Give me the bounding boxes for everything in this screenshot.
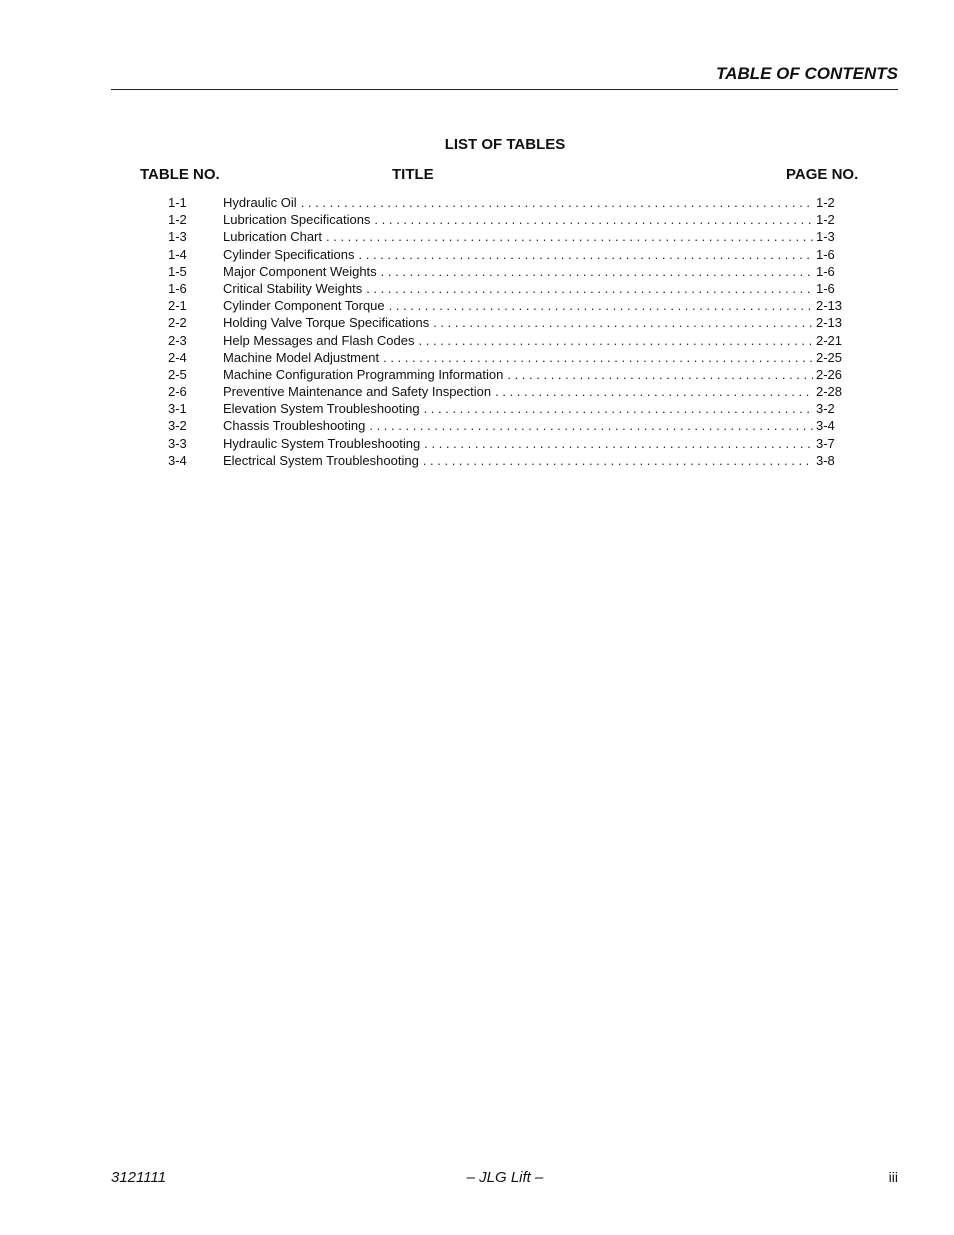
toc-entry[interactable] xyxy=(168,383,848,400)
toc-entry[interactable] xyxy=(168,211,848,228)
toc-entry[interactable] xyxy=(168,263,848,280)
entry-page: 2-13 xyxy=(816,298,843,314)
entry-table-no: 1-2 xyxy=(168,212,187,228)
entry-table-no: 1-3 xyxy=(168,229,187,245)
toc-entry[interactable] xyxy=(168,452,848,469)
dot-leader xyxy=(507,366,813,383)
toc-list xyxy=(168,194,848,469)
entry-page: 2-13 xyxy=(816,315,843,331)
toc-entry[interactable] xyxy=(168,280,848,297)
dot-leader xyxy=(424,435,813,452)
entry-title: Lubrication Chart xyxy=(223,229,322,245)
toc-entry[interactable] xyxy=(168,228,848,245)
toc-entry[interactable] xyxy=(168,297,848,314)
dot-leader xyxy=(369,417,813,434)
entry-title: Hydraulic System Troubleshooting xyxy=(223,435,421,451)
entry-table-no: 2-6 xyxy=(168,384,187,400)
entry-page: 3-7 xyxy=(816,435,835,451)
dot-leader xyxy=(374,211,813,228)
entry-title: Elevation System Troubleshooting xyxy=(223,401,420,417)
entry-page: 1-6 xyxy=(816,280,835,296)
column-header-table-no: TABLE NO. xyxy=(140,166,220,183)
header-rule xyxy=(111,89,898,90)
toc-entry[interactable] xyxy=(168,400,848,417)
entry-page: 1-6 xyxy=(816,246,835,262)
entry-page: 1-6 xyxy=(816,263,835,279)
column-header-page-no: PAGE NO. xyxy=(786,166,859,183)
entry-title: Electrical System Troubleshooting xyxy=(223,452,419,468)
footer-publisher: – JLG Lift – xyxy=(466,1169,544,1186)
footer-doc-number: 3121111 xyxy=(111,1169,167,1186)
entry-title: Help Messages and Flash Codes xyxy=(223,332,415,348)
toc-entry[interactable] xyxy=(168,332,848,349)
toc-entry[interactable] xyxy=(168,314,848,331)
entry-table-no: 2-5 xyxy=(168,366,187,382)
entry-table-no: 1-5 xyxy=(168,263,187,279)
entry-page: 2-21 xyxy=(816,332,843,348)
toc-entry[interactable] xyxy=(168,246,848,263)
entry-title: Lubrication Specifications xyxy=(223,212,371,228)
dot-leader xyxy=(495,383,813,400)
toc-entry[interactable] xyxy=(168,194,848,211)
dot-leader xyxy=(383,349,813,366)
dot-leader xyxy=(389,297,813,314)
dot-leader xyxy=(419,332,814,349)
dot-leader xyxy=(359,246,813,263)
footer-page-number: iii xyxy=(888,1169,898,1185)
dot-leader xyxy=(433,314,813,331)
entry-table-no: 3-2 xyxy=(168,418,187,434)
entry-page: 2-26 xyxy=(816,366,843,382)
dot-leader xyxy=(366,280,813,297)
entry-page: 3-8 xyxy=(816,452,835,468)
dot-leader xyxy=(424,400,813,417)
entry-title: Cylinder Component Torque xyxy=(223,298,385,314)
entry-title: Preventive Maintenance and Safety Inspection xyxy=(223,384,492,400)
entry-page: 2-25 xyxy=(816,349,843,365)
entry-page: 3-4 xyxy=(816,418,835,434)
entry-table-no: 1-6 xyxy=(168,280,187,296)
entry-page: 3-2 xyxy=(816,401,835,417)
entry-table-no: 2-4 xyxy=(168,349,187,365)
entry-table-no: 3-1 xyxy=(168,401,187,417)
dot-leader xyxy=(301,194,813,211)
entry-title: Major Component Weights xyxy=(223,263,377,279)
entry-table-no: 3-4 xyxy=(168,452,187,468)
toc-entry[interactable] xyxy=(168,349,848,366)
entry-title: Cylinder Specifications xyxy=(223,246,355,262)
page-header-title: TABLE OF CONTENTS xyxy=(716,64,898,83)
toc-entry[interactable] xyxy=(168,417,848,434)
dot-leader xyxy=(423,452,813,469)
entry-table-no: 3-3 xyxy=(168,435,187,451)
list-title: LIST OF TABLES xyxy=(444,136,566,153)
entry-title: Critical Stability Weights xyxy=(223,280,363,296)
entry-table-no: 2-3 xyxy=(168,332,187,348)
entry-page: 1-2 xyxy=(816,195,835,210)
entry-title: Holding Valve Torque Specifications xyxy=(223,315,430,331)
entry-table-no: 1-4 xyxy=(168,246,187,262)
entry-table-no: 2-1 xyxy=(168,298,187,314)
toc-entry[interactable] xyxy=(168,435,848,452)
entry-title: Hydraulic Oil xyxy=(223,195,297,210)
entry-page: 1-2 xyxy=(816,212,835,228)
entry-table-no: 2-2 xyxy=(168,315,187,331)
entry-title: Machine Configuration Programming Information xyxy=(223,366,504,382)
entry-table-no: 1-1 xyxy=(168,195,187,210)
entry-title: Machine Model Adjustment xyxy=(223,349,380,365)
entry-title: Chassis Troubleshooting xyxy=(223,418,366,434)
column-header-title: TITLE xyxy=(392,166,434,183)
dot-leader xyxy=(326,228,813,245)
entry-page: 2-28 xyxy=(816,384,843,400)
dot-leader xyxy=(381,263,813,280)
toc-entry[interactable] xyxy=(168,366,848,383)
entry-page: 1-3 xyxy=(816,229,835,245)
